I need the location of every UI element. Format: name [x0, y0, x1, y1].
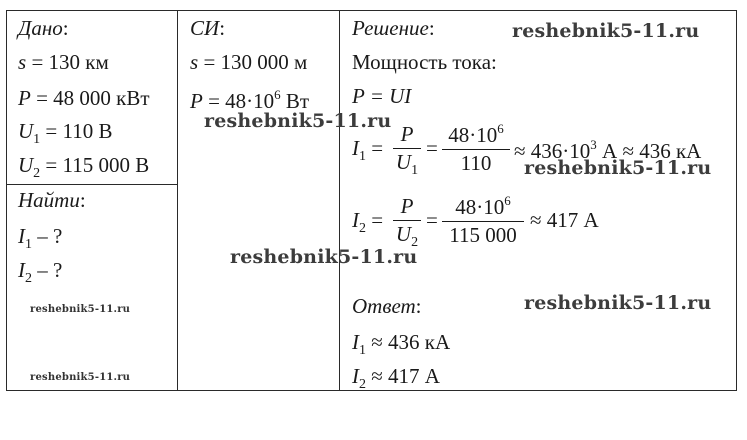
solution-heading: Решение:: [352, 16, 435, 40]
fraction-48e6-over-110: $48\cdot 10^6$ 110: [442, 122, 510, 174]
fraction-p-over-u2: P $U_2$: [393, 196, 421, 250]
watermark: reshebnik5-11.ru: [524, 157, 712, 179]
given-heading: Дано:: [18, 16, 69, 40]
fraction-p-over-u1: P $U_1$: [393, 124, 421, 178]
watermark: reshebnik5-11.ru: [204, 110, 392, 132]
power-formula: P = UI: [352, 84, 412, 108]
answer-current-2: $I_2 \approx 417$ А: [352, 364, 440, 392]
find-heading: Найти:: [18, 188, 86, 212]
answer-heading: Ответ:: [352, 294, 422, 318]
find-current-1: $I_1$ – ?: [18, 224, 63, 252]
power-label: Мощность тока:: [352, 50, 497, 74]
fraction-48e6-over-115000: $48\cdot 10^6$ 115 000: [442, 194, 524, 246]
given-voltage-1: $U_1 = 110$ В: [18, 119, 113, 147]
watermark: reshebnik5-11.ru: [512, 20, 700, 42]
given-power: P = 48 000 кВт: [18, 86, 150, 110]
watermark: reshebnik5-11.ru: [524, 292, 712, 314]
given-find-divider: [7, 184, 177, 185]
column-divider-given-si: [177, 11, 178, 390]
si-heading: СИ:: [190, 16, 226, 40]
column-divider-si-solution: [339, 11, 340, 390]
given-distance: s = 130 км: [18, 50, 109, 74]
find-current-2: $I_2$ – ?: [18, 258, 63, 286]
watermark: reshebnik5-11.ru: [230, 246, 418, 268]
si-distance: s = 130 000 м: [190, 50, 308, 74]
watermark: reshebnik5-11.ru: [30, 372, 131, 383]
answer-current-1: $I_1 \approx 436$ кА: [352, 330, 451, 358]
si-power: $P = 48\cdot 10^6$ Вт: [190, 87, 310, 113]
watermark: reshebnik5-11.ru: [30, 304, 131, 315]
given-voltage-2: $U_2 = 115$ 000 В: [18, 153, 150, 181]
